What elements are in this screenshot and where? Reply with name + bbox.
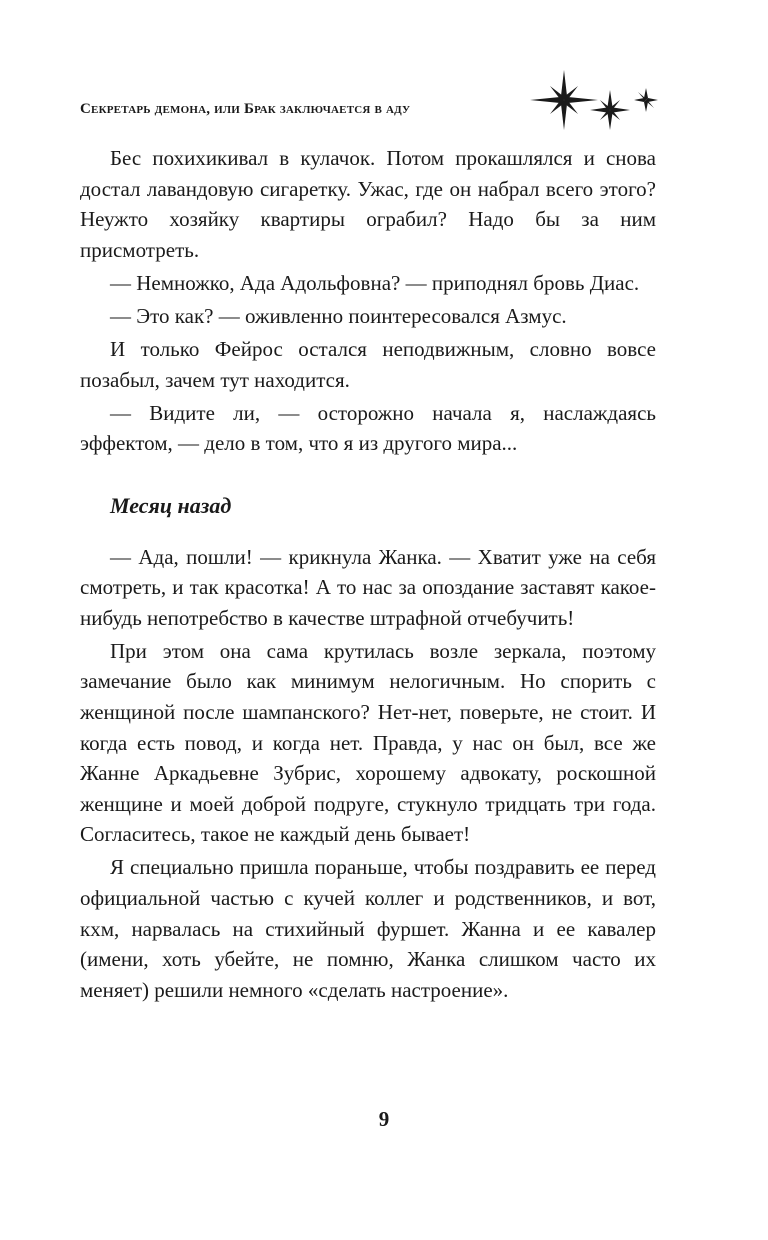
paragraph: — Это как? — оживленно поинтересовался Азмус. — [110, 303, 567, 328]
sparkle-stars-icon — [526, 66, 666, 138]
running-title: Секретарь демона, или Брак заключается в аду — [80, 101, 411, 117]
large-star-icon — [530, 70, 598, 130]
section-title: Месяц назад — [110, 492, 232, 518]
paragraph: Бес похихикивал в кулачок. Потом прокашлялся и снова достал лавандовую сигаретку. Ужас, где он набрал всего этого? Неужто хозяйку квартиры ограбил? Надо бы за ним присмотреть. — [80, 146, 656, 262]
paragraph: И только Фейрос остался неподвижным, словно вовсе позабыл, зачем тут находится. — [80, 337, 656, 392]
paragraph: — Немножко, Ада Адольфовна? — приподнял бровь Диас. — [110, 270, 640, 295]
page-body — [80, 143, 656, 1008]
medium-star-icon — [590, 90, 630, 130]
page-number: 9 — [378, 1107, 390, 1131]
paragraph: При этом она сама крутилась возле зеркала, поэтому замечание было как минимум нелогичным. Но спорить с женщиной после шампанского? Нет-нет, поверьте, не стоит. И когда есть повод, и когда нет. Правда, у нас он был, все же Жанне Аркадьевне Зубрис, хорошему адвокату, роскошной женщине и моей доброй подруге, стукнуло тридцать три года. Согласитесь, такое не каждый день бывает! — [80, 638, 656, 847]
small-star-icon — [634, 88, 658, 112]
paragraph: — Ада, пошли! — крикнула Жанка. — Хватит уже на себя смотреть, и так красотка! А то нас за опоздание заставят какое-нибудь непотребство в качестве штрафной отчебучить! — [80, 544, 656, 630]
paragraph: — Видите ли, — осторожно начала я, наслаждаясь эффектом, — дело в том, что я из другого мира... — [80, 400, 656, 456]
paragraph: Я специально пришла пораньше, чтобы поздравить ее перед официальной частью с кучей коллег и родственников, и вот, кхм, нарвалась на стихийный фуршет. Жанна и ее кавалер (имени, хоть убейте, не помню, Жанка слишком часто их меняет) решили немного «сделать настроение». — [80, 855, 656, 1002]
